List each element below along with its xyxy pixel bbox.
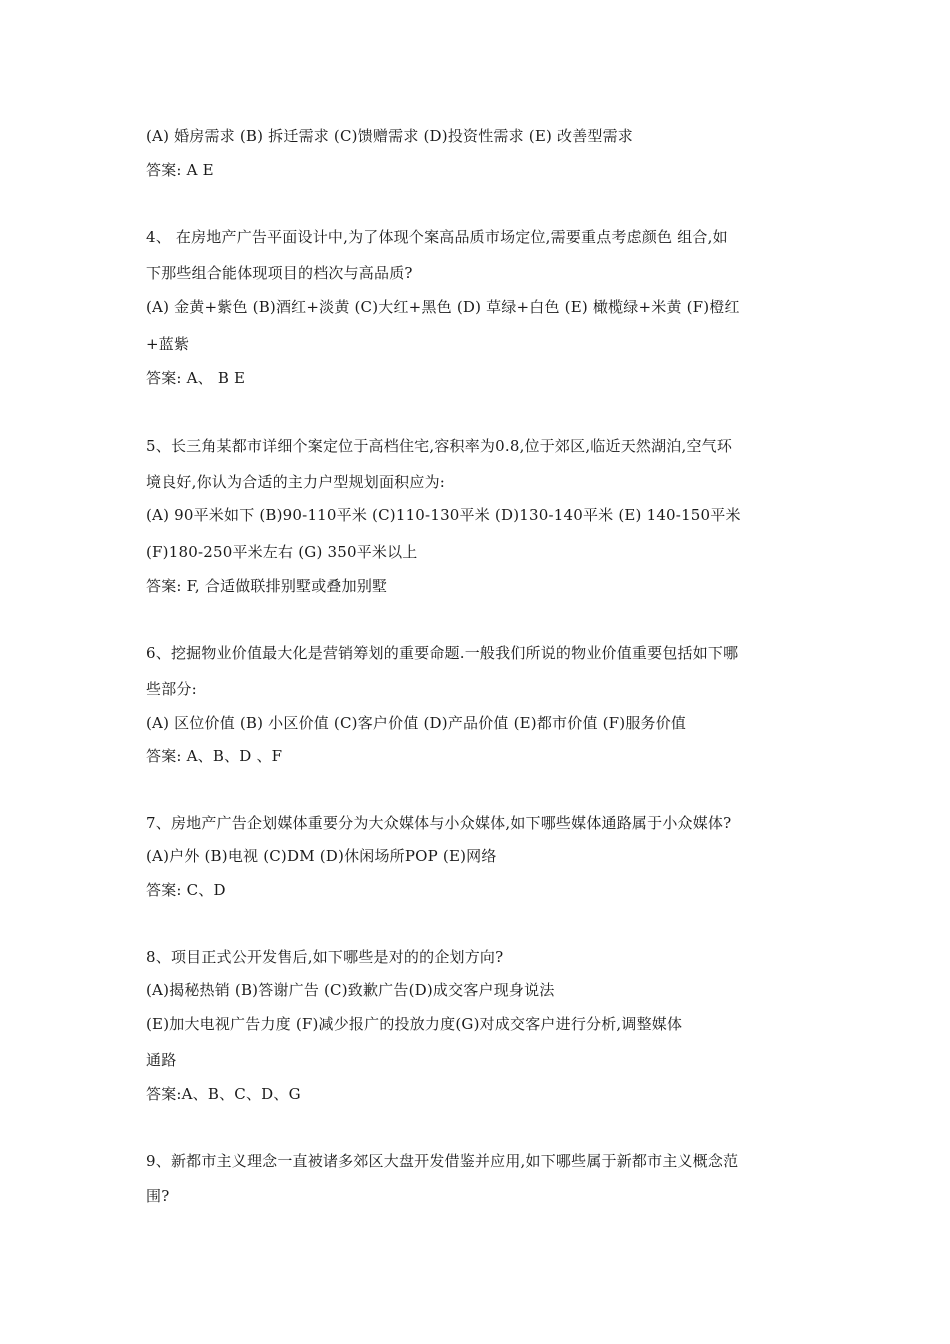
q7-options: (A)户外 (B)电视 (C)DM (D)休闲场所POP (E)网络 [146,847,497,865]
q4-question-line1: 4、 在房地产广告平面设计中,为了体现个案高品质市场定位,需要重点考虑颜色 组合,如 [146,228,728,246]
q5-options-line2: (F)180-250平米左右 (G) 350平米以上 [146,543,418,561]
q5-options-line1: (A) 90平米如下 (B)90-110平米 (C)110-130平米 (D)130-140平米 (E) 140-150平米 [146,506,741,524]
q4-question-line2: 下那些组合能体现项目的档次与高品质? [146,264,413,282]
q6-answer: 答案: A、B、D 、F [146,747,283,765]
q6-question-line2: 些部分: [146,680,197,698]
q8-options-line1: (A)揭秘热销 (B)答谢广告 (C)致歉广告(D)成交客户现身说法 [146,981,555,999]
q7-question: 7、房地产广告企划媒体重要分为大众媒体与小众媒体,如下哪些媒体通路属于小众媒体? [146,814,732,832]
q9-question-line2: 围? [146,1187,170,1205]
q8-options-line2: (E)加大电视广告力度 (F)减少报广的投放力度(G)对成交客户进行分析,调整媒体 [146,1015,683,1033]
q4-options-line2: +蓝紫 [146,335,190,353]
q4-options-line1: (A) 金黄+紫色 (B)酒红+淡黄 (C)大红+黑色 (D) 草绿+白色 (E) 橄榄绿+米黄 (F)橙红 [146,298,740,316]
q3-options: (A) 婚房需求 (B) 拆迁需求 (C)馈赠需求 (D)投资性需求 (E) 改善型需求 [146,127,634,145]
q6-question-line1: 6、挖掘物业价值最大化是营销筹划的重要命题.一般我们所说的物业价值重要包括如下哪 [146,644,739,662]
q7-answer: 答案: C、D [146,881,226,899]
q5-answer: 答案: F, 合适做联排别墅或叠加别墅 [146,577,388,595]
q5-question-line2: 境良好,你认为合适的主力户型规划面积应为: [146,473,446,491]
q6-options: (A) 区位价值 (B) 小区价值 (C)客户价值 (D)产品价值 (E)都市价值 (F)服务价值 [146,714,687,732]
q3-answer: 答案: A E [146,161,214,179]
q8-options-line3: 通路 [146,1051,177,1069]
q9-question-line1: 9、新都市主义理念一直被诸多郊区大盘开发借鉴并应用,如下哪些属于新都市主义概念范 [146,1152,739,1170]
q8-question: 8、项目正式公开发售后,如下哪些是对的的企划方向? [146,948,504,966]
q4-answer: 答案: A、 B E [146,369,246,387]
q5-question-line1: 5、长三角某都市详细个案定位于高档住宅,容积率为0.8,位于郊区,临近天然湖泊,空气环 [146,437,733,455]
q8-answer: 答案:A、B、C、D、G [146,1085,301,1103]
